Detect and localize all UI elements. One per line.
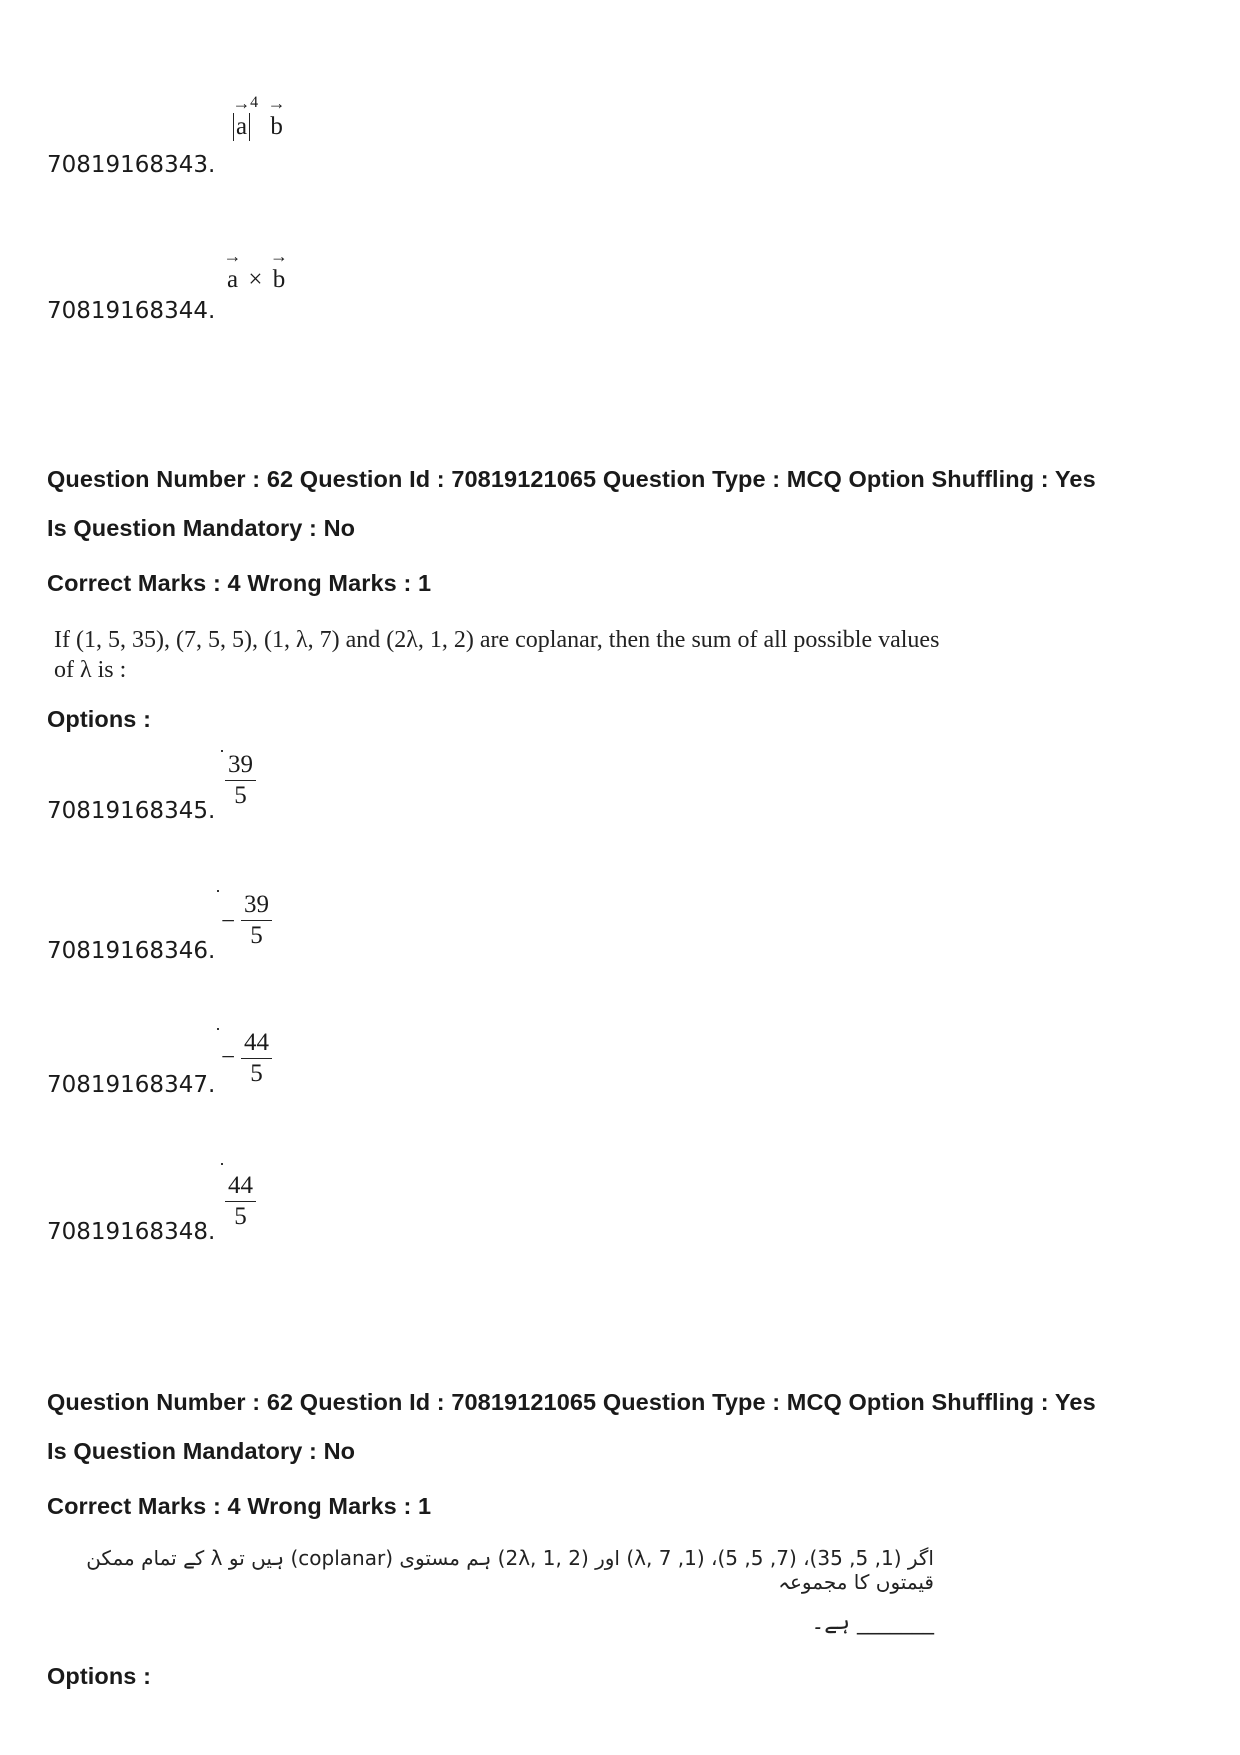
option-row bbox=[47, 240, 447, 324]
options-label: Options : bbox=[47, 1663, 152, 1689]
option-id: 70819168343. bbox=[47, 152, 216, 178]
option-id: 70819168347. bbox=[47, 1072, 216, 1098]
question-marks: Correct Marks : 4 Wrong Marks : 1 bbox=[47, 570, 432, 596]
option-fraction: $\frac{44}{5}$ bbox=[241, 1028, 272, 1089]
question-text: If (1, 5, 35), (7, 5, 5), (1, λ, 7) and (2λ, 1, 2) are coplanar, then the sum of all possible values of λ is : bbox=[54, 627, 940, 683]
option-fraction: $\frac{39}{5}$ bbox=[225, 750, 256, 811]
option-row bbox=[47, 1028, 447, 1118]
option-fraction: $\frac{44}{5}$ bbox=[225, 1171, 256, 1232]
option-expression: → $a^4$ → b bbox=[232, 93, 286, 141]
option-id: 70819168344. bbox=[47, 298, 216, 324]
question-mandatory: Is Question Mandatory : No bbox=[47, 515, 356, 541]
option-row bbox=[47, 750, 447, 840]
option-id: 70819168345. bbox=[47, 798, 216, 824]
question-mandatory: Is Question Mandatory : No bbox=[47, 1438, 356, 1464]
option-row bbox=[47, 890, 447, 980]
option-sign: − bbox=[221, 1044, 236, 1071]
option-expression: → a × → b bbox=[223, 246, 288, 293]
question-text-urdu: اگر (1, 5, 35)، (7, 5, 5)، (1, λ, 7) اور (2λ, 1, 2) ہم مستوی (coplanar) ہیں تو λ کے تمام ممکن قیمتوں کا مجموعہ bbox=[86, 1546, 934, 1594]
question-text-urdu-line2: _______ ہے۔ bbox=[811, 1610, 934, 1635]
option-id: 70819168346. bbox=[47, 938, 216, 964]
option-fraction: $\frac{39}{5}$ bbox=[241, 890, 272, 951]
options-label: Options : bbox=[47, 706, 152, 732]
option-row bbox=[47, 93, 447, 180]
option-row bbox=[47, 1163, 447, 1253]
question-marks: Correct Marks : 4 Wrong Marks : 1 bbox=[47, 1493, 432, 1519]
question-header: Question Number : 62 Question Id : 70819121065 Question Type : MCQ Option Shuffling : Yes bbox=[47, 1389, 1096, 1415]
option-sign: − bbox=[221, 908, 236, 935]
question-header: Question Number : 62 Question Id : 70819121065 Question Type : MCQ Option Shuffling : Yes bbox=[47, 466, 1096, 492]
option-id: 70819168348. bbox=[47, 1219, 216, 1245]
